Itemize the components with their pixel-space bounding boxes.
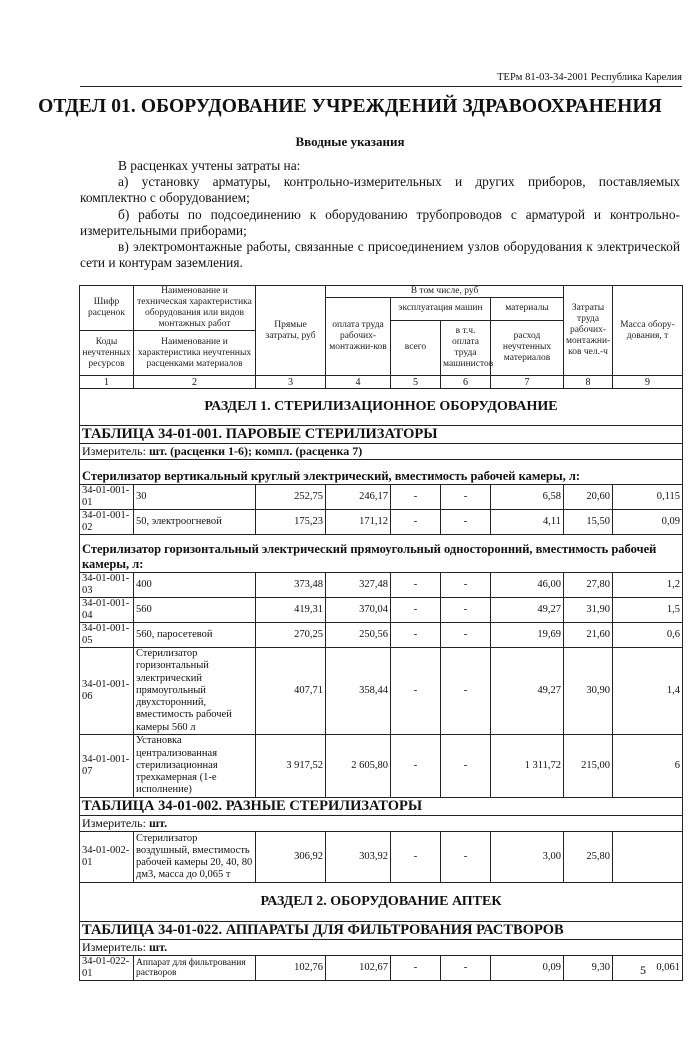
header-name: Наименование и техническая характеристика оборудования или видов монтажных работ bbox=[134, 286, 256, 331]
table-row bbox=[80, 648, 683, 735]
rate-name: Стерилизатор горизонтальный электрический прямоугольный двухсторонний, вместимость рабочей камеры 560 л bbox=[134, 648, 256, 735]
group-row bbox=[80, 535, 683, 573]
section-title: РАЗДЕЛ 1. СТЕРИЛИЗАЦИОННОЕ ОБОРУДОВАНИЕ bbox=[80, 389, 683, 426]
col-number: 3 bbox=[256, 376, 326, 389]
materials: 46,00 bbox=[491, 573, 564, 598]
rate-code: 34-01-002-01 bbox=[80, 832, 134, 883]
table-row bbox=[80, 735, 683, 798]
table-row bbox=[80, 573, 683, 598]
rate-code: 34-01-001-04 bbox=[80, 598, 134, 623]
mass: 6 bbox=[613, 735, 683, 798]
table-row bbox=[80, 956, 683, 981]
intro-lead: В расценках учтены затраты на: bbox=[118, 158, 301, 173]
labor-hours: 21,60 bbox=[564, 623, 613, 648]
header-code: Шифр расценок bbox=[80, 286, 134, 331]
col-number: 9 bbox=[613, 376, 683, 389]
rate-name: 560 bbox=[134, 598, 256, 623]
machinist-pay: - bbox=[441, 648, 491, 735]
col-number: 8 bbox=[564, 376, 613, 389]
table-title: ТАБЛИЦА 34-01-001. ПАРОВЫЕ СТЕРИЛИЗАТОРЫ bbox=[80, 426, 683, 444]
rate-name: 50, электроогневой bbox=[134, 510, 256, 535]
header-machinist-pay: в т.ч. оплата труда машинистов bbox=[441, 320, 491, 376]
col-number: 1 bbox=[80, 376, 134, 389]
machinist-pay: - bbox=[441, 573, 491, 598]
header-labor-hours: Затраты труда рабочих-монтажни-ков чел.-ч bbox=[564, 286, 613, 376]
mass: 1,4 bbox=[613, 648, 683, 735]
direct-costs: 407,71 bbox=[256, 648, 326, 735]
unit-value: шт. bbox=[148, 940, 168, 954]
header-machines: эксплуатация машин bbox=[391, 298, 491, 321]
materials: 49,27 bbox=[491, 598, 564, 623]
rate-name: Стерилизатор воздушный, вместимость рабочей камеры 20, 40, 80 дм3, масса до 0,065 т bbox=[134, 832, 256, 883]
labor-pay: 2 605,80 bbox=[326, 735, 391, 798]
machinist-pay: - bbox=[441, 735, 491, 798]
labor-hours: 27,80 bbox=[564, 573, 613, 598]
unit-row bbox=[80, 816, 683, 832]
intro-text bbox=[80, 158, 680, 271]
page-number: 5 bbox=[640, 963, 646, 977]
unit-row bbox=[80, 940, 683, 956]
direct-costs: 306,92 bbox=[256, 832, 326, 883]
materials: 3,00 bbox=[491, 832, 564, 883]
labor-pay: 358,44 bbox=[326, 648, 391, 735]
rate-code: 34-01-001-06 bbox=[80, 648, 134, 735]
column-numbers-row bbox=[80, 376, 683, 389]
labor-hours: 15,50 bbox=[564, 510, 613, 535]
machines-total: - bbox=[391, 573, 441, 598]
machinist-pay: - bbox=[441, 956, 491, 981]
rate-code: 34-01-001-05 bbox=[80, 623, 134, 648]
mass: 0,6 bbox=[613, 623, 683, 648]
rate-name: 30 bbox=[134, 485, 256, 510]
header-material-names: Наименование и характеристика неучтенных расценками материалов bbox=[134, 331, 256, 376]
labor-pay: 370,04 bbox=[326, 598, 391, 623]
group-title: Стерилизатор горизонтальный электрический прямоугольный односторонний, вместимость рабочей камеры, л: bbox=[80, 535, 683, 573]
header-including: В том числе, руб bbox=[326, 286, 564, 298]
table-title: ТАБЛИЦА 34-01-022. АППАРАТЫ ДЛЯ ФИЛЬТРОВАНИЯ РАСТВОРОВ bbox=[80, 922, 683, 940]
page-title: ОТДЕЛ 01. ОБОРУДОВАНИЕ УЧРЕЖДЕНИЙ ЗДРАВООХРАНЕНИЯ bbox=[38, 96, 662, 117]
labor-pay: 250,56 bbox=[326, 623, 391, 648]
unit-row bbox=[80, 444, 683, 460]
machines-total: - bbox=[391, 648, 441, 735]
machinist-pay: - bbox=[441, 510, 491, 535]
col-number: 5 bbox=[391, 376, 441, 389]
machines-total: - bbox=[391, 832, 441, 883]
section-title: РАЗДЕЛ 2. ОБОРУДОВАНИЕ АПТЕК bbox=[80, 883, 683, 922]
unit-value: шт. bbox=[148, 816, 168, 830]
intro-item-c: в) электромонтажные работы, связанные с присоединением узлов оборудования к электрической сети и контурам заземления. bbox=[80, 239, 680, 271]
mass: 0,115 bbox=[613, 485, 683, 510]
unit-label: Измеритель: bbox=[82, 444, 149, 458]
rate-name: Установка централизованная стерилизационная трехкамерная (1-е исполнение) bbox=[134, 735, 256, 798]
table-row bbox=[80, 832, 683, 883]
direct-costs: 102,76 bbox=[256, 956, 326, 981]
labor-pay: 102,67 bbox=[326, 956, 391, 981]
unit-label: Измеритель: bbox=[82, 816, 149, 830]
labor-hours: 9,30 bbox=[564, 956, 613, 981]
table-title-row bbox=[80, 922, 683, 940]
labor-pay: 246,17 bbox=[326, 485, 391, 510]
unit-label: Измеритель: bbox=[82, 940, 149, 954]
table-row bbox=[80, 510, 683, 535]
running-head: ТЕРм 81-03-34-2001 Республика Карелия bbox=[80, 72, 682, 87]
header-row-1 bbox=[80, 286, 683, 298]
rate-code: 34-01-001-03 bbox=[80, 573, 134, 598]
mass: 1,2 bbox=[613, 573, 683, 598]
machines-total: - bbox=[391, 598, 441, 623]
labor-hours: 31,90 bbox=[564, 598, 613, 623]
intro-item-b: б) работы по подсоединению к оборудованию трубопроводов с арматурой и контрольно-измерительными приборами; bbox=[80, 206, 680, 238]
header-labor-pay: оплата труда рабочих-монтажни-ков bbox=[326, 298, 391, 376]
mass bbox=[613, 832, 683, 883]
direct-costs: 373,48 bbox=[256, 573, 326, 598]
labor-pay: 303,92 bbox=[326, 832, 391, 883]
section-row bbox=[80, 883, 683, 922]
rate-name: 560, паросетевой bbox=[134, 623, 256, 648]
mass: 0,061 bbox=[613, 956, 683, 981]
direct-costs: 252,75 bbox=[256, 485, 326, 510]
direct-costs: 270,25 bbox=[256, 623, 326, 648]
header-materials: материалы bbox=[491, 298, 564, 321]
labor-pay: 327,48 bbox=[326, 573, 391, 598]
table-row bbox=[80, 598, 683, 623]
machinist-pay: - bbox=[441, 832, 491, 883]
group-row bbox=[80, 460, 683, 485]
unit-line bbox=[80, 940, 683, 956]
col-number: 4 bbox=[326, 376, 391, 389]
materials: 19,69 bbox=[491, 623, 564, 648]
rate-name: 400 bbox=[134, 573, 256, 598]
table-title: ТАБЛИЦА 34-01-002. РАЗНЫЕ СТЕРИЛИЗАТОРЫ bbox=[80, 798, 683, 816]
intro-subtitle: Вводные указания bbox=[295, 134, 405, 149]
rate-code: 34-01-001-02 bbox=[80, 510, 134, 535]
unit-value: шт. (расценки 1-6); компл. (расценка 7) bbox=[148, 444, 363, 458]
table-row bbox=[80, 485, 683, 510]
header-unaccounted-materials: расход неучтенных материалов bbox=[491, 320, 564, 376]
materials: 4,11 bbox=[491, 510, 564, 535]
header-machines-total: всего bbox=[391, 320, 441, 376]
machinist-pay: - bbox=[441, 598, 491, 623]
machinist-pay: - bbox=[441, 623, 491, 648]
unit-line bbox=[80, 816, 683, 832]
unit-line bbox=[80, 444, 683, 460]
mass: 1,5 bbox=[613, 598, 683, 623]
direct-costs: 419,31 bbox=[256, 598, 326, 623]
materials: 0,09 bbox=[491, 956, 564, 981]
direct-costs: 3 917,52 bbox=[256, 735, 326, 798]
col-number: 2 bbox=[134, 376, 256, 389]
col-number: 7 bbox=[491, 376, 564, 389]
header-resource-codes: Коды неучтенных ресурсов bbox=[80, 331, 134, 376]
materials: 49,27 bbox=[491, 648, 564, 735]
labor-hours: 25,80 bbox=[564, 832, 613, 883]
table-title-row bbox=[80, 426, 683, 444]
rate-code: 34-01-001-07 bbox=[80, 735, 134, 798]
mass: 0,09 bbox=[613, 510, 683, 535]
rates-table bbox=[79, 285, 683, 981]
header-direct-costs: Прямые затраты, руб bbox=[256, 286, 326, 376]
machines-total: - bbox=[391, 735, 441, 798]
table-title-row bbox=[80, 798, 683, 816]
direct-costs: 175,23 bbox=[256, 510, 326, 535]
materials: 6,58 bbox=[491, 485, 564, 510]
table-row bbox=[80, 623, 683, 648]
rate-code: 34-01-001-01 bbox=[80, 485, 134, 510]
labor-hours: 20,60 bbox=[564, 485, 613, 510]
section-row bbox=[80, 389, 683, 426]
machinist-pay: - bbox=[441, 485, 491, 510]
rate-name: Аппарат для фильтрования растворов bbox=[134, 956, 256, 981]
header-mass: Масса обору-дования, т bbox=[613, 286, 683, 376]
col-number: 6 bbox=[441, 376, 491, 389]
materials: 1 311,72 bbox=[491, 735, 564, 798]
machines-total: - bbox=[391, 485, 441, 510]
labor-hours: 30,90 bbox=[564, 648, 613, 735]
labor-pay: 171,12 bbox=[326, 510, 391, 535]
machines-total: - bbox=[391, 510, 441, 535]
rate-code: 34-01-022-01 bbox=[80, 956, 134, 981]
group-title: Стерилизатор вертикальный круглый электрический, вместимость рабочей камеры, л: bbox=[80, 460, 683, 485]
intro-item-a: а) установку арматуры, контрольно-измерительных и других приборов, поставляемых комплектно с оборудованием; bbox=[80, 174, 680, 206]
machines-total: - bbox=[391, 623, 441, 648]
labor-hours: 215,00 bbox=[564, 735, 613, 798]
machines-total: - bbox=[391, 956, 441, 981]
